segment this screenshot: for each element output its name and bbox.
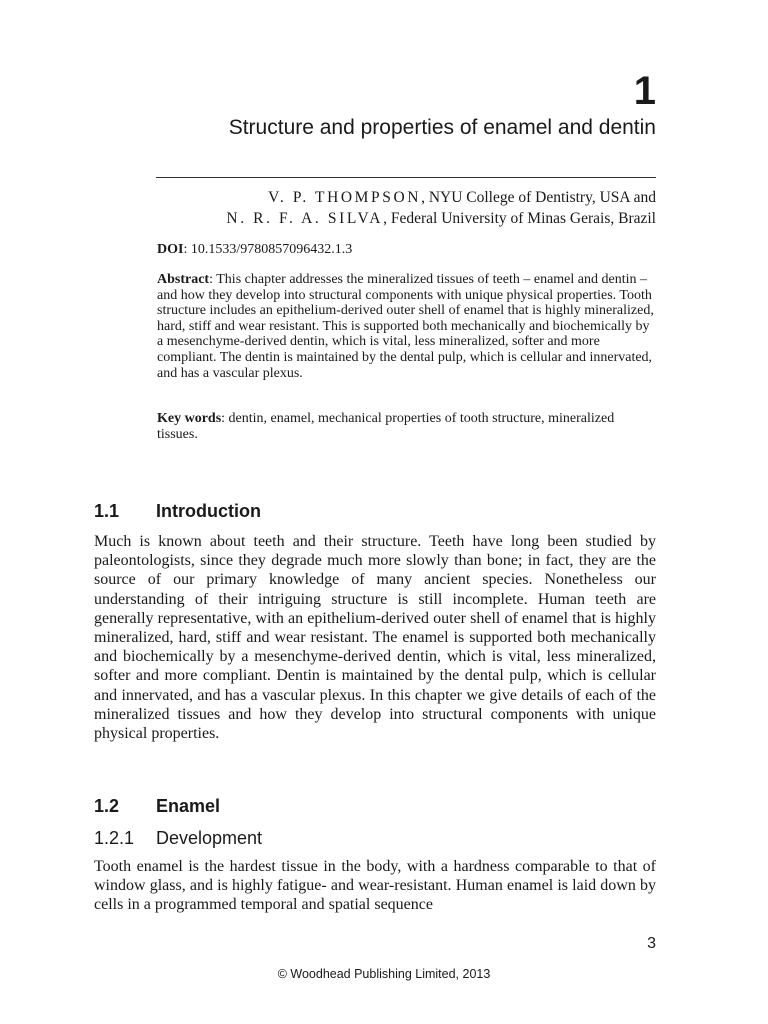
keywords xyxy=(157,411,657,442)
section-heading-introduction xyxy=(94,500,261,522)
abstract xyxy=(157,272,657,381)
section-title: Introduction xyxy=(156,501,261,521)
subsection-title: Development xyxy=(156,828,263,848)
author-line xyxy=(96,187,656,208)
copyright-notice: © Woodhead Publishing Limited, 2013 xyxy=(277,967,491,981)
subsection-number: 1.2.1 xyxy=(94,828,135,848)
chapter-number: 1 xyxy=(633,69,656,113)
doi-label: DOI xyxy=(157,242,184,257)
keywords-label: Key words xyxy=(157,411,222,426)
author-name: N. R. F. A. SILVA xyxy=(226,210,384,227)
author-affiliation: , NYU College of Dentistry, USA and xyxy=(421,189,656,206)
section-number: 1.2 xyxy=(94,796,120,816)
abstract-text: : This chapter addresses the mineralized tissues of teeth – enamel and dentin – and how they develop into structural components with unique physical properties. Tooth structure includes an epithelium-derived outer shell of enamel that is highly mineralized, hard, stiff and wear resistant. This is supported both mechanically and biochemically by a mesenchyme-derived dentin, which is vital, less mineralized, softer and more compliant. The dentin is maintained by the dental pulp, which is cellular and innervated, and has a vascular plexus. xyxy=(157,272,654,381)
author-affiliation: , Federal University of Minas Gerais, Brazil xyxy=(383,210,656,227)
title-rule xyxy=(156,177,656,178)
author-line xyxy=(96,208,656,229)
doi-line xyxy=(157,242,657,258)
introduction-paragraph: Much is known about teeth and their structure. Teeth have long been studied by paleontologists, since they degrade much more slowly than bone; in fact, they are the source of our primary knowledge of many ancient species. Nonetheless our understanding of their intriguing structure is still incomplete. Human teeth are generally representative, with an epithelium-derived outer shell of enamel that is highly mineralized, hard, stiff and wear resistant. The enamel is supported both mechanically and biochemically by a mesenchyme-derived dentin, which is vital, less mineralized, softer and more compliant. Dentin is maintained by the dental pulp, which is cellular and innervated, and has a vascular plexus. In this chapter we give details of each of the mineralized tissues and how they develop into structural components with unique physical properties. xyxy=(94,533,656,743)
keywords-text: : dentin, enamel, mechanical properties of tooth structure, mineralized tissues. xyxy=(157,411,615,442)
section-number: 1.1 xyxy=(94,501,120,521)
section-heading-enamel xyxy=(94,795,220,817)
subsection-heading-development xyxy=(94,827,262,849)
author-name: V. P. THOMPSON xyxy=(268,189,422,206)
doi-value: : 10.1533/9780857096432.1.3 xyxy=(183,242,353,257)
author-block xyxy=(96,187,656,229)
section-title: Enamel xyxy=(156,796,221,816)
development-paragraph: Tooth enamel is the hardest tissue in the body, with a hardness comparable to that of window glass, and is highly fatigue- and wear-resistant. Human enamel is laid down by cells in a programmed temporal and spatial sequence xyxy=(94,858,656,914)
chapter-title: Structure and properties of enamel and dentin xyxy=(228,116,656,139)
page-number: 3 xyxy=(647,935,656,952)
abstract-label: Abstract xyxy=(157,272,210,287)
